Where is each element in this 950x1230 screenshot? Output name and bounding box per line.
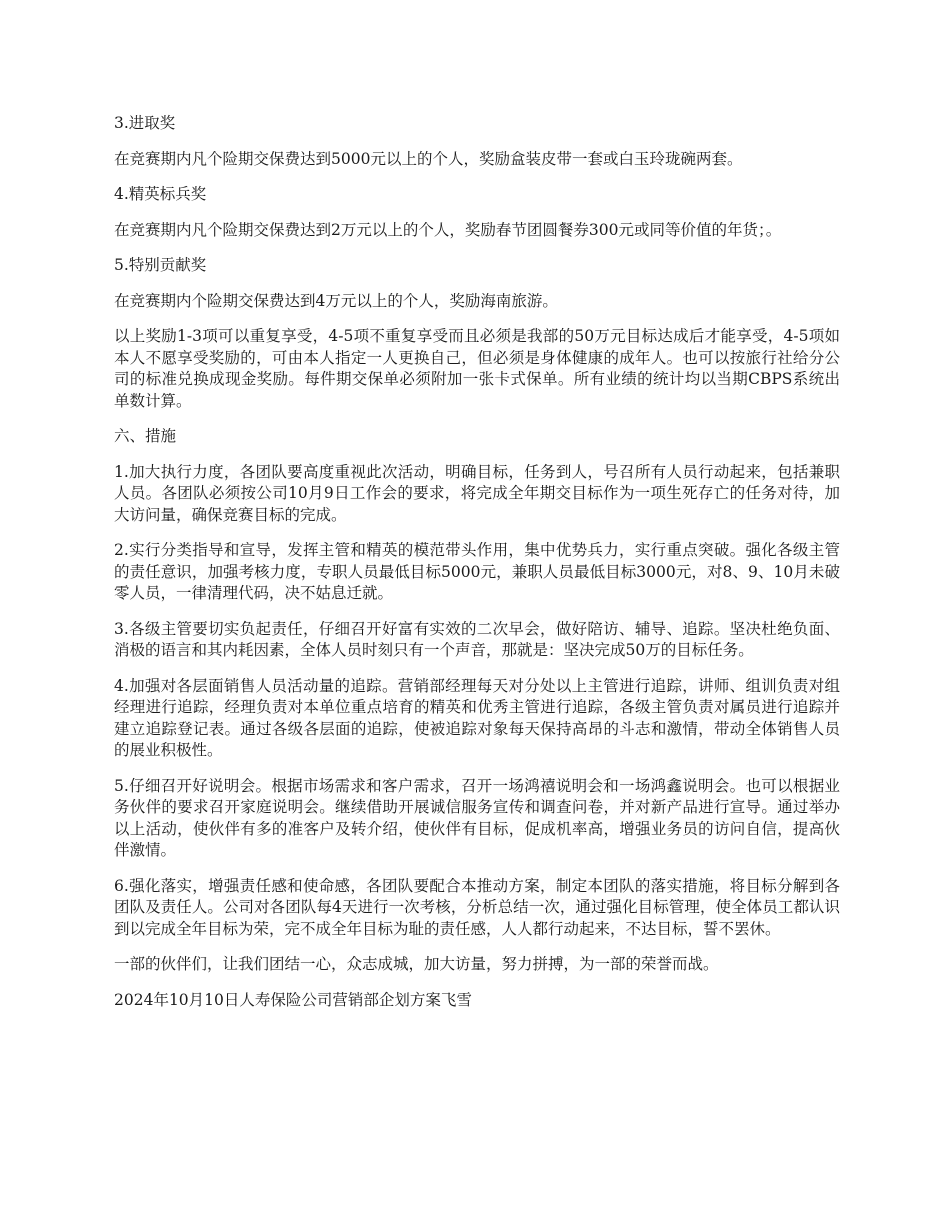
measure-5-text: 5.仔细召开好说明会。根据市场需求和客户需求，召开一场鸿禧说明会和一场鸿鑫说明会。也可以根据业务伙伴的要求召开家庭说明会。继续借助开展诚信服务宣传和调查问卷，并对新产品进行宣导。通过举办以上活动，使伙伴有多的准客户及转介绍，使伙伴有目标，促成机率高，增强业务员的访问自信，提高伙伴激情。 (114, 776, 840, 859)
award-5-text: 在竞赛期内个险期交保费达到4万元以上的个人，奖励海南旅游。 (114, 291, 558, 310)
measure-3-text: 3.各级主管要切实负起责任，仔细召开好富有实效的二次早会，做好陪访、辅导、追踪。坚决杜绝负面、消极的语言和其内耗因素，全体人员时刻只有一个声音，那就是：坚决完成50万的目标任务。 (114, 619, 840, 659)
footer-signature-text: 2024年10月10日人寿保险公司营销部企划方案飞雪 (114, 990, 472, 1009)
award-4-heading: 4.精英标兵奖 (114, 185, 207, 203)
measure-4-text: 4.加强对各层面销售人员活动量的追踪。营销部经理每天对分处以上主管进行追踪，讲师、组训负责对组经理进行追踪，经理负责对本单位重点培育的精英和优秀主管进行追踪，各级主管负责对属员进行追踪并建立追踪登记表。通过各级各层面的追踪，使被追踪对象每天保持高昂的斗志和激情，带动全体销售人员的展业积极性。 (114, 676, 840, 759)
document-page (114, 113, 840, 1025)
award-3-text: 在竞赛期内凡个险期交保费达到5000元以上的个人，奖励盒装皮带一套或白玉玲珑碗两套。 (114, 149, 743, 168)
award-3-heading: 3.进取奖 (114, 114, 176, 132)
closing-text: 一部的伙伴们，让我们团结一心，众志成城，加大访量，努力拼搏，为一部的荣誉而战。 (114, 955, 719, 973)
measure-6-text: 6.强化落实，增强责任感和使命感，各团队要配合本推动方案，制定本团队的落实措施，将目标分解到各团队及责任人。公司对各团队每4天进行一次考核，分析总结一次，通过强化目标管理，使全体员工都认识到以完成全年目标为荣，完不成全年目标为耻的责任感，人人都行动起来，不达目标，誓不罢休。 (114, 876, 840, 938)
award-5-heading: 5.特别贡献奖 (114, 256, 207, 274)
measure-2-text: 2.实行分类指导和宣导，发挥主管和精英的模范带头作用，集中优势兵力，实行重点突破。强化各级主管的责任意识，加强考核力度，专职人员最低目标5000元，兼职人员最低目标3000元，对8、9、10月未破零人员，一律清理代码，决不姑息迁就。 (114, 541, 840, 602)
award-4-text: 在竞赛期内凡个险期交保费达到2万元以上的个人，奖励春节团圆餐券300元或同等价值的年货；。 (114, 220, 782, 239)
measure-1-text: 1.加大执行力度，各团队要高度重视此次活动，明确目标，任务到人，号召所有人员行动起来，包括兼职人员。各团队必须按公司10月9日工作会的要求，将完成全年期交目标作为一项生死存亡的任务对待，加大访问量，确保竞赛目标的完成。 (114, 462, 840, 524)
section-6-heading: 六、措施 (114, 427, 177, 445)
award-rules-text: 以上奖励1-3项可以重复享受，4-5项不重复享受而且必须是我部的50万元目标达成后才能享受，4-5项如本人不愿享受奖励的，可由本人指定一人更换自己，但必须是身体健康的成年人。也可以按旅行社给分公司的标准兑换成现金奖励。每件期交保单必须附加一张卡式保单。所有业绩的统计均以当期CBPS系统出单数计算。 (114, 327, 840, 410)
